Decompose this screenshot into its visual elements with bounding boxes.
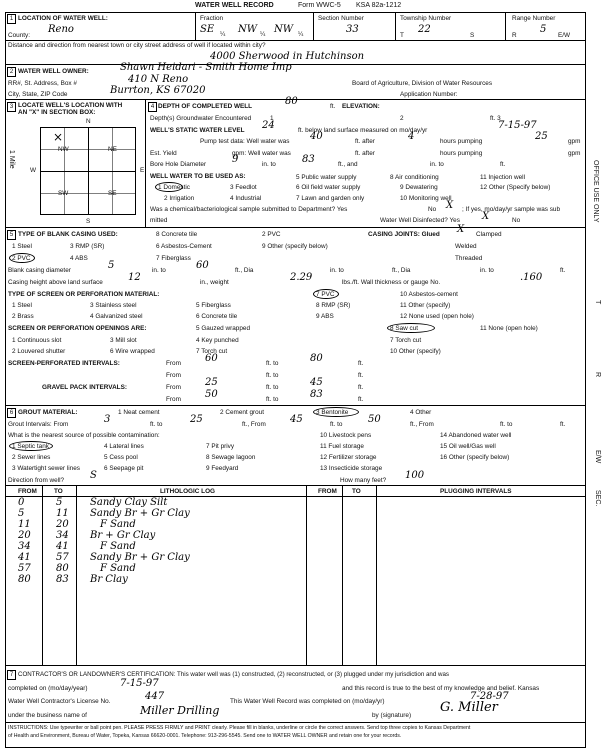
contam-septic-circle [9,441,53,451]
quadrant-se: SE [108,190,117,197]
perf-to: 80 [310,353,323,364]
open-key: 6 Wire wrapped [110,348,155,355]
open-continuous: 1 Continuous slot [12,337,62,344]
contam-septic: 1 Septic tank [12,443,49,450]
grout-from-1: 3 [104,414,111,425]
casing-dia: 5 [108,260,115,271]
open-louvered: 2 Louvered shutter [12,348,66,355]
contam-other: 16 Other (specify below) [440,454,510,461]
sample-no: No [428,206,437,213]
range-label: Range Number [512,15,556,22]
casing-weight: 2.29 [290,272,313,283]
use-air: 8 Air conditioning [390,174,439,181]
log-row-2-from: 5 [18,508,25,519]
form-title: WATER WELL RECORD [195,2,274,9]
perf-ft-2: ft. [358,372,364,379]
sample-label: Was a chemical/bacteriological sample submitted to Department? Yes [150,206,348,213]
log-row-7-to: 80 [56,563,69,574]
log-row-1-from: 0 [18,497,25,508]
grout-ft-to-2: ft. to [330,421,343,428]
bore-to: 83 [302,154,315,165]
bore-in-to-2: in. to [430,161,444,168]
casing-ft-dia: ft., Dia [235,267,254,274]
contam-abandoned: 14 Abandoned water well [440,432,512,439]
sidebar-sec: SEC. [594,490,601,507]
business-value: Miller Drilling [140,704,220,717]
casing-height: 12 [128,272,141,283]
static-tail: ft. below land surface measured on mo/day/yr [298,127,428,134]
depth-ft: ft. [330,103,336,110]
open-sawcut-circle [387,323,435,333]
log-row-7-from: 57 [18,563,31,574]
section-number-4: 4 [148,102,157,112]
elevation-label: ELEVATION: [342,103,380,110]
gravel-to-2: 83 [310,389,323,400]
gravel-from-label: From [166,384,181,391]
signature-label: by (signature) [372,712,412,719]
range-r: R [512,32,517,39]
static-label: WELL'S STATIC WATER LEVEL [150,127,245,134]
sample-mark: X [446,200,454,211]
grout-from-2: 45 [290,414,303,425]
bore-ft-and: ft., and [338,161,358,168]
open-drilled: 7 Torch cut [390,337,422,344]
grout-to-2: 50 [368,414,381,425]
log-row-3-to: 20 [56,519,69,530]
log-row-7-desc: F Sand [100,563,136,574]
grout-ft: ft. [560,421,566,428]
form-number: Form WWC-5 [298,2,341,9]
gravel-ft-to: ft. to [266,384,279,391]
depth-value: 80 [285,96,298,107]
distance-label: Distance and direction from nearest town or city street address of well if located within city? [8,42,266,49]
screen-pvc: 7 PVC [316,291,335,298]
groundwater-label: Depth(s) Groundwater Encountered [150,115,252,122]
yield-after: ft. after [355,150,375,157]
log-row-5-from: 34 [18,541,31,552]
address-value: 410 N Reno [128,74,189,85]
quarter-1: SE [200,24,215,35]
log-row-8-from: 80 [18,574,31,585]
address-label: RR#, St. Address, Box # [8,80,77,87]
certification-line: CONTRACTOR'S OR LANDOWNER'S CERTIFICATION: This water well was (1) constructed, (2) reconstructed, or (3) plugged under my jurisdiction and was [18,671,450,678]
bore-label: Bore Hole Diameter [150,161,207,168]
section-number-2: 2 [7,67,16,77]
casing-dia-to: 60 [196,260,209,271]
application-label: Application Number: [400,91,458,98]
bore-ft-2: ft. [500,161,506,168]
casing-wrought: 8 Concrete tile [156,231,198,238]
static-value: 24 [262,120,275,131]
log-lith-header: LITHOLOGIC LOG [160,488,216,495]
casing-label: TYPE OF BLANK CASING USED: [18,231,118,238]
casing-steel: 1 Steel [12,243,32,250]
contam-watertight: 3 Watertight sewer lines [12,465,80,472]
hours-pumping-2: hours pumping [440,150,483,157]
bore-in-to: in. to [262,161,276,168]
screen-label: TYPE OF SCREEN OR PERFORATION MATERIAL: [8,291,160,298]
howmany-label: How many feet? [340,477,387,484]
distance-value: 4000 Sherwood in Hutchinson [210,51,365,62]
open-torch: 7 Torch cut [196,348,228,355]
fraction-label: Fraction [200,15,224,22]
township-label: Township Number [400,15,452,22]
yield-label: Est. Yield [150,150,177,157]
casing-concrete: 2 PVC [262,231,281,238]
county-value: Reno [48,24,74,35]
compass-s: S [86,218,91,225]
ksa-number: KSA 82a-1212 [356,2,402,9]
open-wire: 4 Key punched [196,337,239,344]
plug-header: PLUGGING INTERVALS [440,488,512,495]
gpm-1: gpm [568,138,581,145]
business-label: under the business name of [8,712,87,719]
screen-asbestos: 10 Asbestos-cement [400,291,458,298]
open-gauzed: 5 Gauzed wrapped [196,325,251,332]
casing-in-to-3: in. to [480,267,494,274]
log-row-2-desc: Sandy Br + Gr Clay [90,508,190,519]
instructions-2: of Health and Environment, Bureau of Water, Topeka, Kansas 66620-0001. Telephone: 913-296-5545. Send one to WATER WELL OWNER and retain one for your records. [8,733,402,739]
grout-intervals-label: Grout Intervals: From [8,421,69,428]
perf-ft-to: ft. to [266,360,279,367]
joints-threaded: Threaded [455,255,483,262]
log-row-6-to: 57 [56,552,69,563]
open-sawcut: 8 Saw cut [390,325,419,332]
gravel-ft-2: ft. [358,396,364,403]
use-public: 5 Public water supply [296,174,357,181]
perf-from: 60 [205,353,218,364]
static-date: 7-15-97 [498,120,537,131]
city-value: Burrton, KS 67020 [110,85,206,96]
casing-ft-3: ft. [560,267,566,274]
quarter-2: NW [238,24,258,35]
use-dewatering: 9 Dewatering [400,184,438,191]
grout-cement: 2 Cement grout [220,409,265,416]
pump-ft: 40 [310,131,323,142]
quarter-mark-3: ¼ [298,31,304,38]
quadrant-ne: NE [108,146,117,153]
section-box-label-2: AN "X" IN SECTION BOX: [18,109,96,116]
true-text: and this record is true to the best of my knowledge and belief. Kansas [342,685,540,692]
quadrant-sw: SW [58,190,69,197]
log-row-3-desc: F Sand [100,519,136,530]
yield-tail: gpm: Well water was [232,150,291,157]
log-row-6-from: 41 [18,552,31,563]
section-number-1: 1 [7,14,16,24]
screen-stainless: 3 Stainless steel [90,302,137,309]
hours-pumping: hours pumping [440,138,483,145]
record-text: This Water Well Record was completed on (mo/day/yr) [230,698,385,705]
sidebar-ew: E/W [594,450,601,464]
grout-ft-to: ft. to [150,421,163,428]
plug-to-header: TO [352,488,361,495]
township-t: T [400,32,404,39]
use-domestic-circle [155,182,183,192]
grout-label: GROUT MATERIAL: [18,409,78,416]
disinfected-no: No [512,217,521,224]
use-injection: 11 Injection well [480,174,525,181]
open-mill: 3 Mill slot [110,337,137,344]
perf-ft-to-2: ft. to [266,372,279,379]
log-from-header: FROM [18,488,37,495]
section-number-3: 3 [7,102,16,112]
township-value: 22 [418,24,431,35]
perf-label: SCREEN-PERFORATED INTERVALS: [8,360,120,367]
openings-label: SCREEN OR PERFORATION OPENINGS ARE: [8,325,147,332]
gpm-2: gpm [568,150,581,157]
owner-name: Shawn Heidari - Smith Home Imp [120,62,292,73]
use-other: 12 Other (Specify below) [480,184,551,191]
gw-3: ft. 3 [490,115,501,122]
section-box-label-1: LOCATE WELL'S LOCATION WITH [18,102,123,109]
casing-other: 9 Other (specify below) [262,243,328,250]
screen-brass: 2 Brass [12,313,34,320]
log-row-4-to: 34 [56,530,69,541]
license-value: 447 [145,691,165,702]
contam-lateral: 4 Lateral lines [104,443,144,450]
gravel-ft: ft. [358,384,364,391]
mile-label: 1 Mile [8,150,15,169]
gravel-ft-to-2: ft. to [266,396,279,403]
contam-pit: 7 Pit privy [206,443,235,450]
casing-dia-label: Blank casing diameter [8,267,71,274]
contamination-label: What is the nearest source of possible contamination: [8,432,160,439]
screen-none: 12 None used (open hole) [400,313,474,320]
log-row-8-to: 83 [56,574,69,585]
log-row-2-to: 11 [56,508,69,519]
plug-from-header: FROM [318,488,337,495]
grout-bentonite-circle [313,407,359,417]
grout-ft-to-3: ft. to [500,421,513,428]
log-row-1-desc: Sandy Clay Silt [90,497,168,508]
quarter-3: NW [274,24,294,35]
use-monitoring: 10 Monitoring well [400,195,452,202]
pump-after: ft. after [355,138,375,145]
direction-value: S [90,470,97,481]
use-industrial: 4 Industrial [230,195,262,202]
gravel-from-1: 25 [205,377,218,388]
use-lawn: 7 Lawn and garden only [296,195,365,202]
section-value: 33 [346,24,359,35]
owner-label: WATER WELL OWNER: [18,68,89,75]
signature: G. Miller [440,700,498,715]
pump-label: Pump test data: Well water was [200,138,290,145]
contam-livestock: 10 Livestock pens [320,432,372,439]
casing-fiberglass: 7 Fiberglass [156,255,191,262]
open-none: 11 None (open hole) [480,325,538,332]
log-row-6-desc: Sandy Br + Gr Clay [90,552,190,563]
screen-pvc-circle [313,289,339,299]
section-number-5: 5 [7,230,16,240]
grout-neat: 1 Neat cement [118,409,160,416]
location-mark: × [53,130,64,144]
screen-other: 11 Other (specify) [400,302,451,309]
contam-feedyard: 9 Feedyard [206,465,239,472]
section-grid [40,127,136,215]
compass-e: E [140,167,145,174]
disinfected-label: Water Well Disinfected? Yes [380,217,460,224]
disinfected-mark: X [482,211,490,222]
sample-mitted: mitted [150,217,168,224]
license-label: Water Well Contractor's License No. [8,698,111,705]
depth-label: DEPTH OF COMPLETED WELL [158,103,253,110]
casing-rmp: 3 RMP (SR) [70,243,105,250]
range-value: 5 [540,24,547,35]
screen-steel: 1 Steel [12,302,32,309]
howmany-value: 100 [405,470,425,481]
contam-sewer: 2 Sewer lines [12,454,51,461]
compass-n: N [86,118,91,125]
grout-bentonite: 3 Bentonite [316,409,349,416]
pump-gpm: 25 [535,131,548,142]
joints-mark: X [457,224,465,235]
screen-fiberglass: 5 Fiberglass [196,302,231,309]
casing-in-weight: in., weight [200,279,229,286]
instructions-1: INSTRUCTIONS: Use typewriter or ball point pen. PLEASE PRESS FIRMLY and PRINT clearly. Please fill in blanks, underline or circle the correct answers. Send top three copies to Kansas Department [8,725,471,731]
log-to-header: TO [54,488,63,495]
log-row-4-desc: Br + Gr Clay [90,530,156,541]
casing-ft-dia-2: ft., Dia [392,267,411,274]
joints-clamped: Clamped [476,231,502,238]
contam-fuel: 11 Fuel storage [320,443,364,450]
contam-cess: 5 Cess pool [104,454,138,461]
casing-pvc-circle [9,253,35,263]
sidebar-r: R [594,372,601,378]
screen-abs: 9 ABS [316,313,334,320]
contam-fertilizer: 12 Fertilizer storage [320,454,377,461]
use-domestic: 1 Domestic [158,184,190,191]
gw-2: 2 [400,115,404,122]
section-number-6: 6 [7,408,16,418]
joints-label: CASING JOINTS: Glued [368,231,440,238]
sidebar-t: T [594,300,601,305]
contam-lagoon: 8 Sewage lagoon [206,454,256,461]
log-row-5-desc: F Sand [100,541,136,552]
casing-asbestos: 6 Asbestos-Cement [156,243,212,250]
joints-welded: Welded [455,243,477,250]
contam-oilwell: 15 Oil well/Gas well [440,443,496,450]
quarter-mark-2: ¼ [260,31,266,38]
gravel-from-label-2: From [166,396,181,403]
record-date: 7-28-97 [470,691,509,702]
perf-from-label-2: From [166,372,181,379]
log-row-4-from: 20 [18,530,31,541]
use-oil: 6 Oil field water supply [296,184,361,191]
completed-label: completed on (mo/day/year) [8,685,88,692]
section-number-7: 7 [7,670,16,680]
quarter-mark-1: ¼ [220,31,226,38]
use-irrigation: 2 Irrigation [164,195,195,202]
screen-galvanized: 4 Galvanized steel [90,313,143,320]
gw-1: 1 [270,115,274,122]
screen-concrete: 6 Concrete tile [196,313,238,320]
casing-pvc: 2 PVC [12,255,31,262]
contam-insecticide: 13 Insecticide storage [320,465,383,472]
open-other: 10 Other (specify) [390,348,441,355]
completed-value: 7-15-97 [120,678,159,689]
city-label: City, State, ZIP Code [8,91,68,98]
board-label: Board of Agriculture, Division of Water Resources [352,80,493,87]
compass-w: W [30,167,37,174]
perf-ft: ft. [358,360,364,367]
bore-value: 9 [232,154,239,165]
use-feedlot: 3 Feedlot [230,184,257,191]
grout-other: 4 Other [410,409,432,416]
pump-hours: 4 [408,131,415,142]
township-s: S [470,32,475,39]
grout-ft-from-2: ft., From [410,421,434,428]
quadrant-nw: NW [58,146,69,153]
office-use-label: OFFICE USE ONLY [592,160,599,223]
direction-label: Direction from well? [8,477,65,484]
grout-to-1: 25 [190,414,203,425]
log-row-5-to: 41 [56,541,69,552]
gravel-from-2: 50 [205,389,218,400]
casing-gauge: .160 [520,272,543,283]
use-label: WELL WATER TO BE USED AS: [150,173,246,180]
log-row-8-desc: Br Clay [90,574,128,585]
casing-height-label: Casing height above land surface [8,279,103,286]
contam-seepage: 6 Seepage pit [104,465,144,472]
section-label: Section Number [318,15,364,22]
casing-in-to-2: in. to [330,267,344,274]
gravel-label: GRAVEL PACK INTERVALS: [42,384,127,391]
casing-in-to: in. to [152,267,166,274]
location-label: LOCATION OF WATER WELL: [18,15,108,22]
grout-ft-from: ft., From [242,421,266,428]
casing-abs: 4 ABS [70,255,88,262]
sample-tail: ; If yes, mo/day/yr sample was sub [462,206,561,213]
screen-rmp: 8 RMP (SR) [316,302,351,309]
range-dir: E/W [558,32,571,39]
gravel-to-1: 45 [310,377,323,388]
perf-from-label: From [166,360,181,367]
log-row-3-from: 11 [18,519,31,530]
log-row-1-to: 5 [56,497,63,508]
casing-lbs: lbs./ft. Wall thickness or gauge No. [342,279,441,286]
county-label: County: [8,32,31,39]
